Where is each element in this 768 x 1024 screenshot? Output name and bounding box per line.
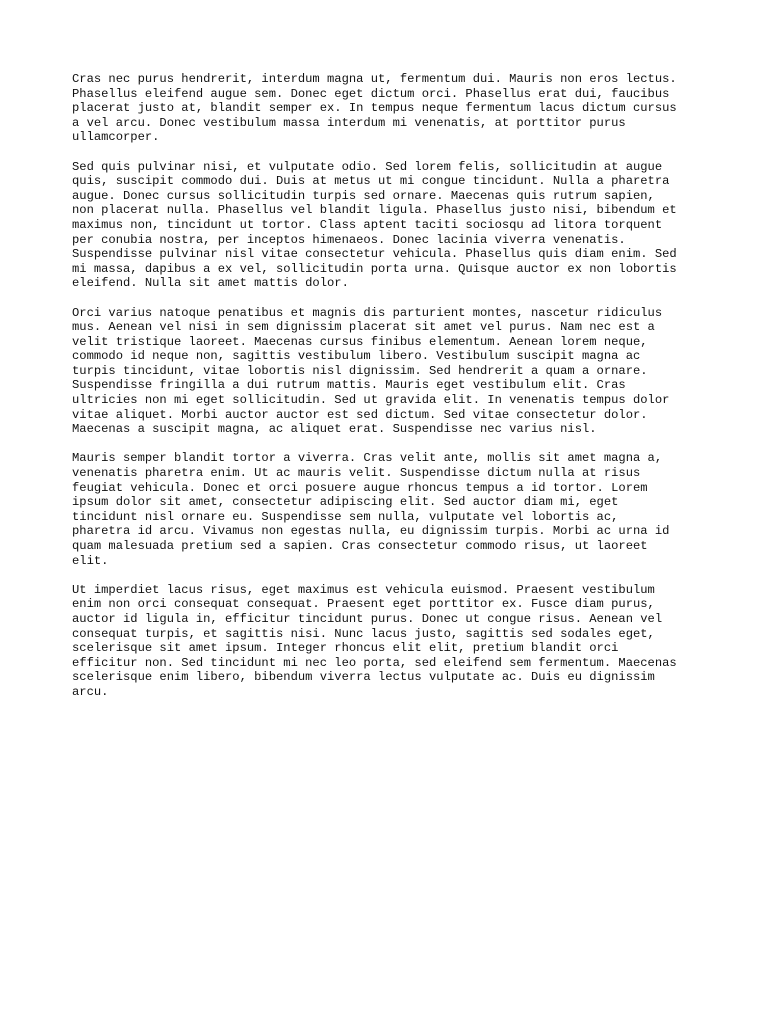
paragraph-2: Sed quis pulvinar nisi, et vulputate odio. Sed lorem felis, sollicitudin at augue quis, suscipit commodo dui. Duis at metus ut mi congue tincidunt. Nulla a pharetra augue. Donec cursus sollicitudin turpis sed ornare. Maecenas quis rutrum sapien, non placerat nulla. Phasellus vel blandit ligula. Phasellus justo nisi, bibendum et maximus non, tincidunt ut tortor. Class aptent taciti sociosqu ad litora torquent per conubia nostra, per inceptos himenaeos. Donec lacinia viverra venenatis. Suspendisse pulvinar nisl vitae consectetur vehicula. Phasellus quis diam enim. Sed mi massa, dapibus a ex vel, sollicitudin porta urna. Quisque auctor ex non lobortis eleifend. Nulla sit amet mattis dolor. <box>72 159 677 291</box>
paragraph-4: Mauris semper blandit tortor a viverra. Cras velit ante, mollis sit amet magna a, venenatis pharetra enim. Ut ac mauris velit. Suspendisse dictum nulla at risus feugiat vehicula. Donec et orci posuere augue rhoncus tempus a id tortor. Lorem ipsum dolor sit amet, consectetur adipiscing elit. Sed auctor diam mi, eget tincidunt nisl ornare eu. Suspendisse sem nulla, vulputate vel lobortis ac, pharetra id arcu. Vivamus non egestas nulla, eu dignissim turpis. Morbi ac urna id quam malesuada pretium sed a sapien. Cras consectetur commodo risus, ut laoreet elit. <box>72 451 670 568</box>
paragraph-5: Ut imperdiet lacus risus, eget maximus est vehicula euismod. Praesent vestibulum enim non orci consequat consequat. Praesent eget porttitor ex. Fusce diam purus, auctor id ligula in, efficitur tincidunt purus. Donec ut congue risus. Aenean vel consequat turpis, et sagittis nisi. Nunc lacus justo, sagittis sed sodales eget, scelerisque sit amet ipsum. Integer rhoncus elit elit, pretium blandit orci efficitur non. Sed tincidunt mi nec leo porta, sed eleifend sem fermentum. Maecenas scelerisque enim libero, bibendum viverra lectus vulputate ac. Duis eu dignissim arcu. <box>72 582 677 699</box>
paragraph-3: Orci varius natoque penatibus et magnis dis parturient montes, nascetur ridiculus mus. Aenean vel nisi in sem dignissim placerat sit amet vel purus. Nam nec est a velit tristique laoreet. Maecenas cursus finibus elementum. Aenean lorem neque, commodo id neque non, sagittis vestibulum libero. Vestibulum suscipit magna ac turpis tincidunt, vitae lobortis nisl dignissim. Sed hendrerit a quam a ornare. Suspendisse fringilla a dui rutrum mattis. Mauris eget vestibulum elit. Cras ultricies non mi eget sollicitudin. Sed ut gravida elit. In venenatis tempus dolor vitae aliquet. Morbi auctor auctor est sed dictum. Sed vitae consectetur dolor. Maecenas a suscipit magna, ac aliquet erat. Suspendisse nec varius nisl. <box>72 305 670 437</box>
document-page <box>72 72 702 714</box>
paragraph-1: Cras nec purus hendrerit, interdum magna ut, fermentum dui. Mauris non eros lectus. Phasellus eleifend augue sem. Donec eget dictum orci. Phasellus erat dui, faucibus placerat justo at, blandit semper ex. In tempus neque fermentum lacus dictum cursus a vel arcu. Donec vestibulum massa interdum mi venenatis, at porttitor purus ullamcorper. <box>72 72 677 145</box>
